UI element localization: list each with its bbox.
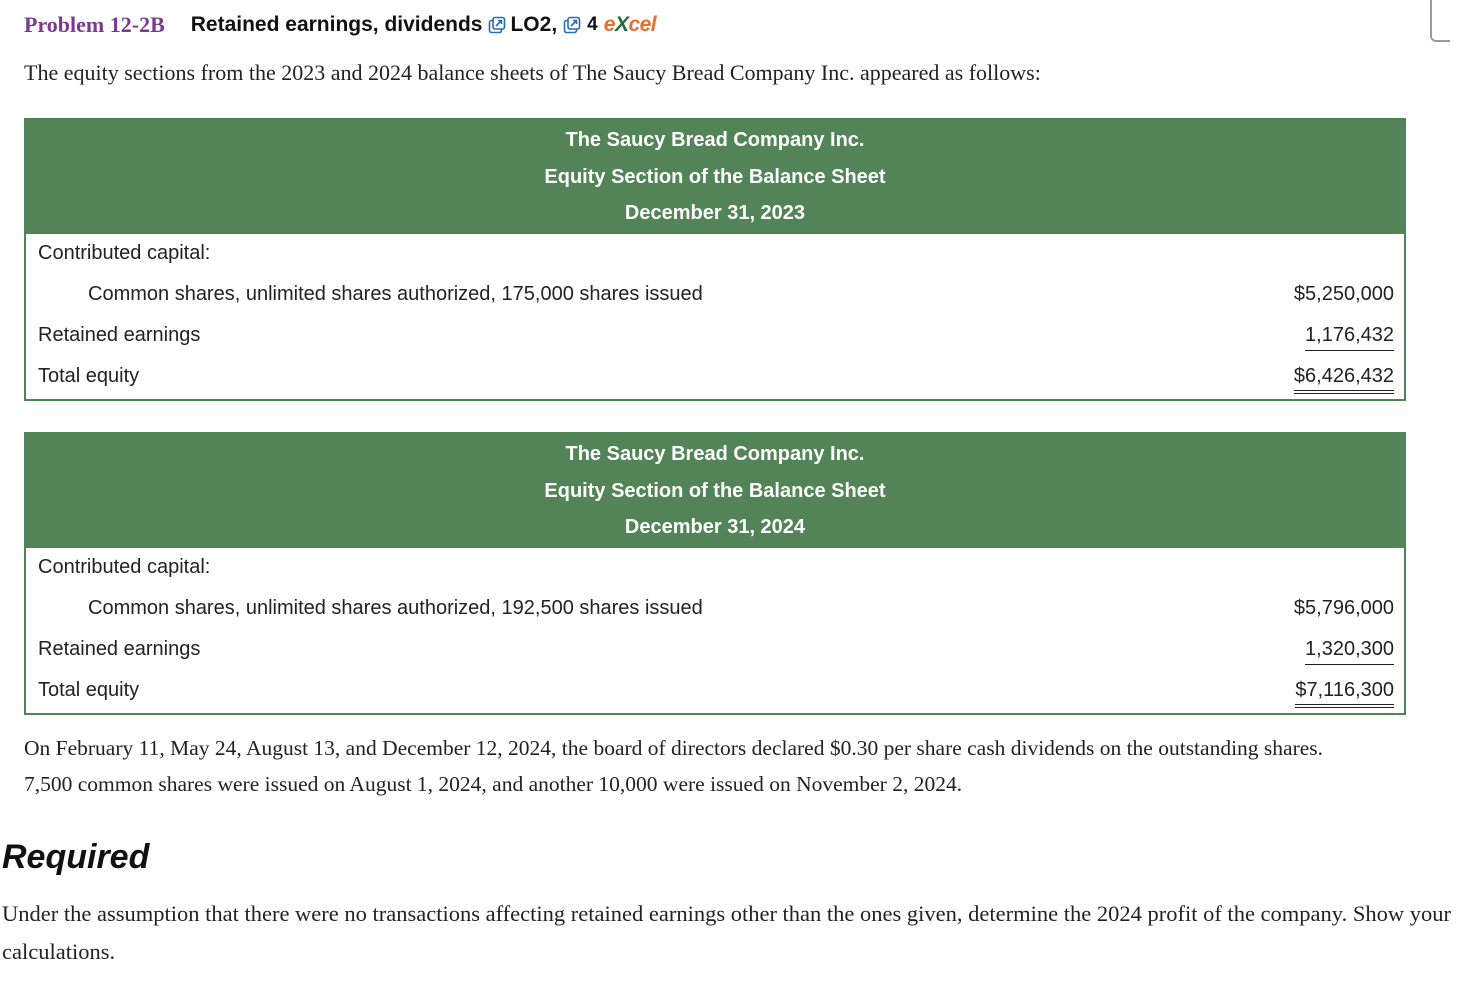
excel-logo[interactable]: eXcel	[603, 13, 657, 36]
table-subtitle: Equity Section of the Balance Sheet	[544, 165, 886, 188]
corner-bracket-decoration	[1430, 0, 1450, 42]
table-date: December 31, 2023	[624, 202, 806, 225]
retained-earnings-amount: 1,176,432	[1305, 324, 1394, 351]
table-row	[26, 548, 1404, 589]
table-row	[26, 275, 1404, 316]
required-text: Under the assumption that there were no transactions affecting retained earnings other than the ones given, determine the 2024 profit of the company. Show your calculations.	[2, 901, 1451, 964]
common-shares-label: Common shares, unlimited shares authorized, 192,500 shares issued	[88, 597, 703, 619]
table-row	[26, 671, 1404, 712]
table-row	[26, 630, 1404, 671]
retained-earnings-amount: 1,320,300	[1305, 638, 1394, 665]
retained-earnings-label: Retained earnings	[38, 324, 201, 346]
table-row	[26, 234, 1404, 275]
total-equity-label: Total equity	[38, 679, 140, 701]
table-row	[26, 589, 1404, 630]
table-date: December 31, 2024	[624, 516, 806, 539]
dividend-description: On February 11, May 24, August 13, and December 12, 2024, the board of directors declared $0.30 per share cash dividends on the outstanding shares. 7,500 common shares were issued on August 1, 2024, and another 10,000 were issued on November 2, 2024.	[24, 736, 1324, 796]
problem-header	[24, 8, 656, 42]
equity-table-2023	[24, 118, 1406, 401]
learning-objective-link-2[interactable]: 4	[587, 14, 598, 35]
required-heading: Required	[2, 838, 150, 876]
retained-earnings-label: Retained earnings	[38, 638, 201, 660]
link-out-icon[interactable]	[488, 16, 506, 34]
equity-table-2024	[24, 432, 1406, 715]
learning-objective-link[interactable]: LO2,	[510, 13, 558, 36]
total-equity-amount: $7,116,300	[1295, 679, 1394, 708]
table-subtitle: Equity Section of the Balance Sheet	[544, 479, 886, 502]
common-shares-amount: $5,796,000	[1293, 597, 1394, 619]
common-shares-label: Common shares, unlimited shares authorized, 175,000 shares issued	[88, 283, 703, 305]
table-row	[26, 316, 1404, 357]
total-equity-label: Total equity	[38, 365, 140, 387]
intro-text: The equity sections from the 2023 and 2024 balance sheets of The Saucy Bread Company Inc. appeared as follows:	[24, 60, 1041, 85]
total-equity-amount: $6,426,432	[1294, 365, 1394, 394]
contributed-capital-label: Contributed capital:	[38, 556, 211, 578]
company-name: The Saucy Bread Company Inc.	[565, 129, 865, 151]
problem-title: Retained earnings, dividends	[190, 13, 483, 36]
table-header	[26, 434, 1404, 548]
common-shares-amount: $5,250,000	[1293, 283, 1394, 305]
table-row	[26, 357, 1404, 398]
company-name: The Saucy Bread Company Inc.	[565, 443, 865, 465]
link-out-icon[interactable]	[563, 16, 581, 34]
table-header	[26, 120, 1404, 234]
problem-number: Problem 12-2B	[24, 12, 165, 37]
contributed-capital-label: Contributed capital:	[38, 242, 211, 264]
